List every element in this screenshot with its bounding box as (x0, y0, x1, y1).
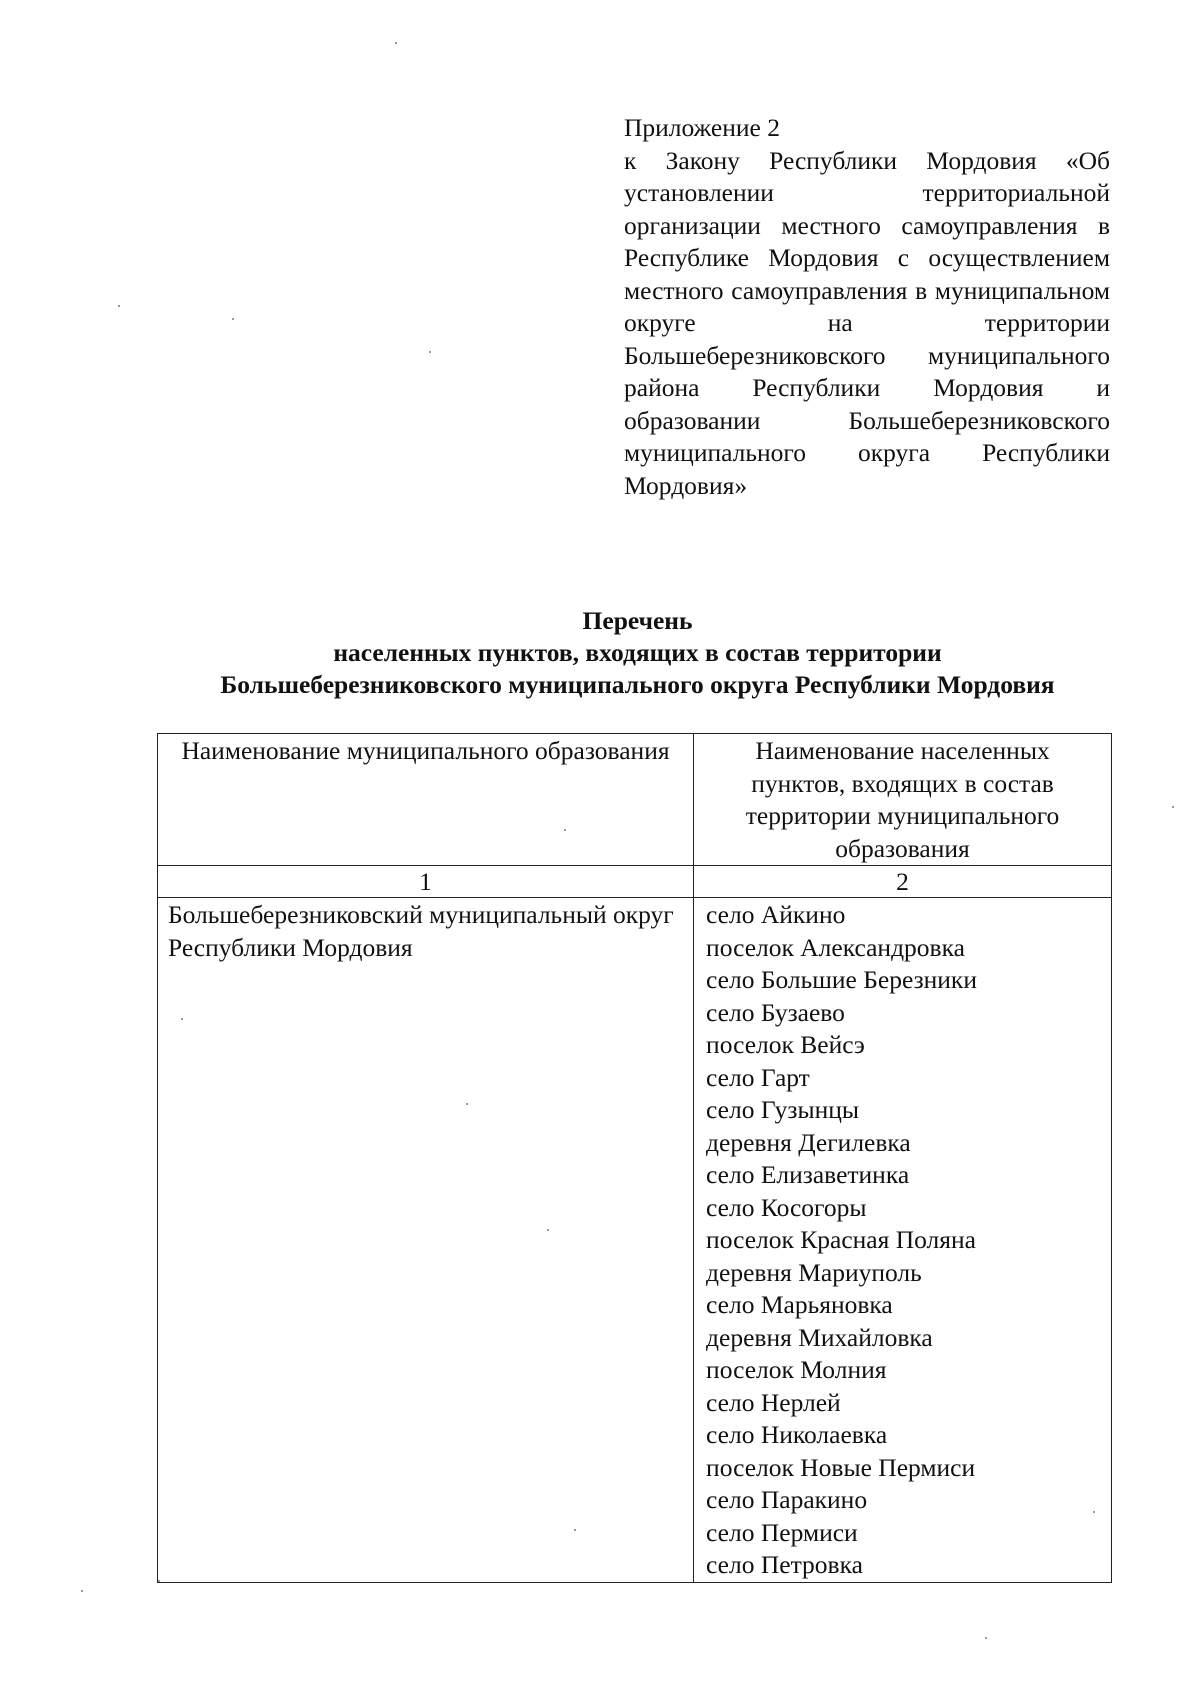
list-item: село Марьяновка (706, 1290, 893, 1319)
appendix-text: к Закону Республики Мордовия «Об установлении территориальной организации местного самоуправления в Республике Мордовия с осуществлением местного самоуправления в муниципальном округе на территории Большеберезниковского муниципального района Республики Мордовия и образовании Большеберезниковского муниципального округа Республики Мордовия» (624, 145, 1110, 500)
list-item: село Большие Березники (706, 965, 977, 994)
list-item: село Бузаево (706, 997, 845, 1027)
list-item: поселок Молния (706, 1355, 887, 1384)
list-item: поселок Александровка (706, 932, 965, 962)
list-item: поселок Красная Поляна (706, 1225, 976, 1254)
column-number-row (158, 866, 1112, 898)
heading-line-1: Перечень (582, 606, 693, 635)
list-item: село Пермиси (706, 1517, 858, 1547)
list-item: село Нерлей (706, 1387, 841, 1417)
settlement-list (694, 898, 1111, 1582)
list-item: село Петровка (706, 1550, 863, 1579)
table-row (158, 898, 1112, 1583)
column-header-municipality: Наименование муниципального образования (158, 734, 694, 866)
appendix-note (624, 112, 1110, 502)
column-header-settlements: Наименование населенных пунктов, входящих в состав территории муниципального образования (694, 734, 1112, 866)
municipality-cell (158, 898, 694, 1583)
district-name: Большеберезниковский муниципальный округ Республики Мордовия (168, 900, 674, 962)
document-heading (0, 605, 1200, 701)
table-header-row (158, 734, 1112, 866)
list-item: село Паракино (706, 1485, 868, 1514)
list-item: поселок Вейсэ (706, 1030, 865, 1059)
settlements-table (157, 733, 1112, 1583)
list-item: деревня Мариуполь (706, 1257, 922, 1287)
list-item: село Косогоры (706, 1192, 867, 1222)
list-item: село Елизаветинка (706, 1160, 910, 1189)
list-item: село Гузынцы (706, 1095, 859, 1124)
column-number-2: 2 (694, 866, 1112, 898)
settlements-cell (694, 898, 1112, 1583)
list-item: деревня Дегилевка (706, 1127, 911, 1157)
list-item: деревня Михайловка (706, 1322, 933, 1352)
list-item: село Айкино (706, 900, 846, 929)
heading-line-3: Большеберезниковского муниципального округа Республики Мордовия (220, 670, 1055, 699)
heading-line-2: населенных пунктов, входящих в состав территории (333, 638, 942, 667)
column-number-1: 1 (158, 866, 694, 898)
list-item: поселок Новые Пермиси (706, 1452, 976, 1482)
list-item: село Николаевка (706, 1420, 888, 1449)
list-item: село Гарт (706, 1062, 810, 1092)
appendix-title: Приложение 2 (624, 113, 780, 142)
